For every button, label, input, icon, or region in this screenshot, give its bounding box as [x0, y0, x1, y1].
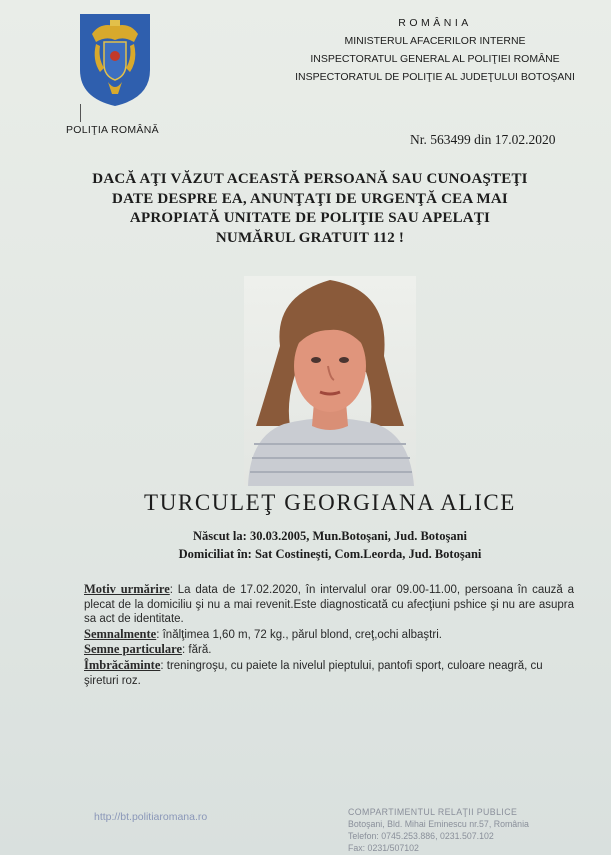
- alert-line: DATE DESPRE EA, ANUNŢAŢI DE URGENŢĂ CEA MAI: [112, 190, 508, 207]
- document-number: Nr. 563499 din 17.02.2020: [410, 132, 556, 147]
- institution-header: [270, 14, 600, 86]
- features-text: : înălţimea 1,60 m, 72 kg., părul blond, creţ,ochi albaştri.: [156, 628, 442, 641]
- domicile-info: Domiciliat în: Sat Costineşti, Com.Leorda, Jud. Botoşani: [178, 547, 482, 561]
- marks-label: Semne particulare: [84, 642, 183, 657]
- clothing-label: Îmbrăcăminte: [84, 657, 161, 672]
- birth-info: Născut la: 30.03.2005, Mun.Botoşani, Jud. Botoşani: [193, 529, 467, 543]
- contact-block: [348, 806, 529, 854]
- police-label: POLIŢIA ROMÂNĂ: [66, 124, 159, 136]
- contact-address: Botoşani, Bld. Mihai Eminescu nr.57, România: [348, 819, 529, 829]
- country-name: ROMÂNIA: [398, 17, 472, 29]
- coat-of-arms-icon: [78, 12, 152, 108]
- birth-domicile-info: [60, 527, 600, 563]
- person-name: TURCULEŢ GEORGIANA ALICE: [144, 490, 516, 515]
- features-label: Semnalmente: [84, 626, 157, 641]
- contact-fax: Fax: 0231/507102: [348, 843, 419, 853]
- clothing-paragraph: [84, 658, 574, 688]
- motive-label: Motiv urmărire: [84, 582, 170, 596]
- alert-line: APROPIATĂ UNITATE DE POLIŢIE SAU APELAŢI: [129, 210, 491, 226]
- contact-phone: Telefon: 0745.253.886, 0231.507.102: [348, 831, 494, 841]
- clothing-text: : treningroşu, cu paiete la nivelul pieptului, pantofi sport, culoare neagră, cu şireturi roz.: [84, 659, 543, 687]
- alert-line: NUMĂRUL GRATUIT 112 !: [215, 229, 405, 246]
- person-details: [84, 582, 574, 688]
- marks-text: : fără.: [182, 644, 212, 657]
- motive-paragraph: [84, 582, 574, 627]
- crest-divider: [80, 104, 81, 122]
- alert-message: [60, 170, 560, 248]
- marks-paragraph: [84, 642, 574, 658]
- inspectorate-county: INSPECTORATUL DE POLIŢIE AL JUDEŢULUI BOTOŞANI: [295, 71, 575, 83]
- inspectorate-general: INSPECTORATUL GENERAL AL POLIŢIEI ROMÂNE: [310, 53, 560, 65]
- website-link[interactable]: http://bt.politiaromana.ro: [94, 811, 208, 823]
- alert-line: DACĂ AŢI VĂZUT ACEASTĂ PERSOANĂ SAU CUNOAŞTEŢI: [92, 171, 528, 187]
- motive-text: : La data de 17.02.2020, în intervalul orar 09.00-11.00, persoana în cauză a plecat de la domiciliu şi nu a mai revenit.Este diagnosticată cu afecţiuni pshice şi nu are asupra sa act de identitate.: [84, 584, 574, 626]
- contact-title: COMPARTIMENTUL RELAŢII PUBLICE: [348, 807, 518, 817]
- missing-person-photo: [244, 276, 416, 486]
- ministry-name: MINISTERUL AFACERILOR INTERNE: [344, 35, 526, 47]
- features-paragraph: [84, 627, 574, 643]
